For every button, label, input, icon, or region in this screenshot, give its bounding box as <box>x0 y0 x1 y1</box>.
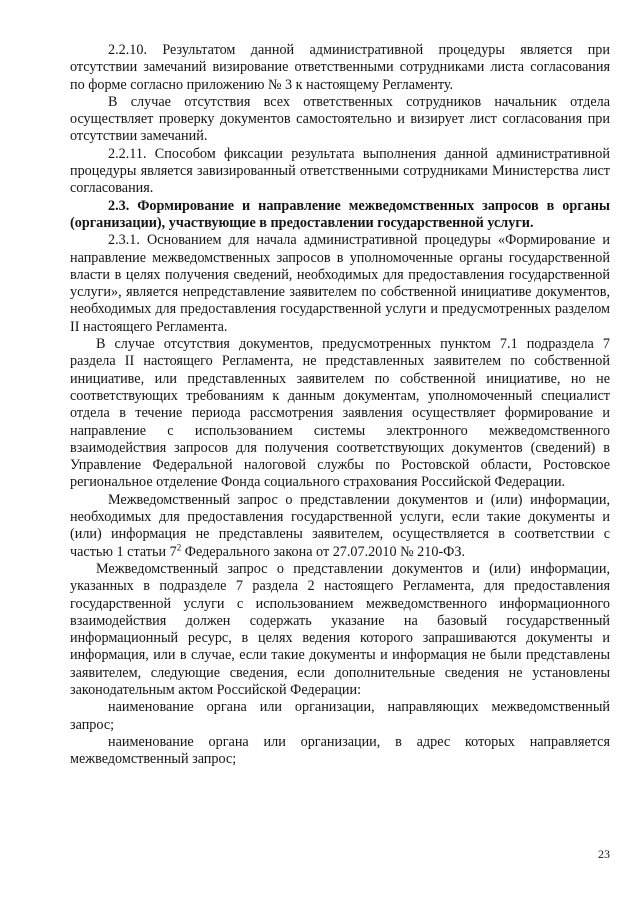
section-heading-2-3: 2.3. Формирование и направление межведомственных запросов в органы (организации), участвующие в предоставлении государственной услуги. <box>70 197 610 231</box>
law-text-before: Межведомственный запрос о представлении документов и (или) информации, необходимых для предоставления государственной услуги, если такие документы и (или) информация не представлены заявителем, осуществляется в соответствии с частью 1 статьи 7 <box>70 491 610 560</box>
paragraph-2-3-1: 2.3.1. Основанием для начала административной процедуры «Формирование и направление межведомственных запросов в уполномоченные органы государственной власти в целях получения сведений, необходимых для предоставления государственной услуги», является непредставление заявителем по собственной инициативе документов, необходимых для предоставления государственной услуги и предусмотренных разделом II настоящего Регламента. <box>70 232 610 335</box>
paragraph-request-contents: Межведомственный запрос о представлении документов и (или) информации, указанных в подразделе 7 раздела 2 настоящего Регламента, для предоставления государственной услуги с использованием межведомственного информационного взаимодействия должен содержать указание на базовый государственный информационный ресурс, в целях ведения которого запрашиваются документы и информация, или в случае, если такие документы и информация не были представлены заявителем, следующие сведения, если дополнительные сведения не установлены законодательным актом Российской Федерации: <box>70 560 610 698</box>
paragraph-2-2-10: 2.2.10. Результатом данной административной процедуры является при отсутствии замечаний визирование ответственными сотрудниками листа согласования по форме согласно приложению № 3 к настоящему Регламенту. <box>70 42 610 93</box>
paragraph-interagency-request-law <box>70 492 610 561</box>
list-item-recipient-organ: наименование органа или организации, в адрес которых направляется межведомственный запрос; <box>70 733 610 768</box>
paragraph-absence-of-staff: В случае отсутствия всех ответственных сотрудников начальник отдела осуществляет проверку документов самостоятельно и визирует лист согласования при отсутствии замечаний. <box>70 93 610 145</box>
paragraph-absence-of-documents: В случае отсутствия документов, предусмотренных пунктом 7.1 подраздела 7 раздела II настоящего Регламента, не представленных заявителем по собственной инициативе, или представленных заявителем по собственной инициативе, но не соответствующих требованиям к данным документам, уполномоченный специалист отдела в течение периода рассмотрения заявления осуществляет формирование и направление с использованием системы электронного межведомственного взаимодействия запросов для получения соответствующих документов (сведений) в Управление Федеральной налоговой службы по Ростовской области, Ростовское региональное отделение Фонда социального страхования Российской Федерации. <box>70 336 610 491</box>
document-body <box>70 42 610 768</box>
page-number: 23 <box>598 847 610 861</box>
paragraph-2-2-11: 2.2.11. Способом фиксации результата выполнения данной административной процедуры является завизированный ответственными сотрудниками Министерства лист согласования. <box>70 145 610 197</box>
law-text-after: Федерального закона от 27.07.2010 № 210-ФЗ. <box>181 543 466 560</box>
law-article-superscript: 2 <box>176 541 182 552</box>
list-item-requesting-organ: наименование органа или организации, направляющих межведомственный запрос; <box>70 699 610 733</box>
